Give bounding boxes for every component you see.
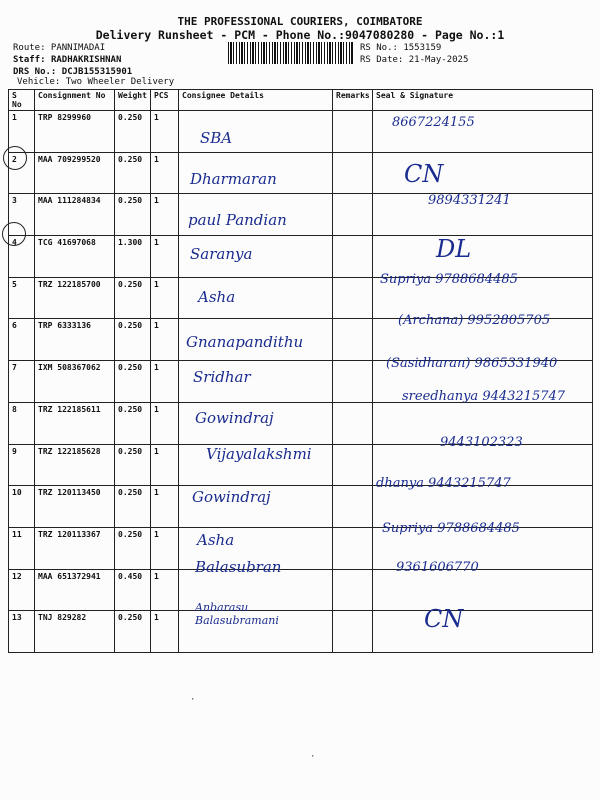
staff-line xyxy=(13,54,121,66)
remarks-cell xyxy=(333,277,373,319)
handwritten-consignee: Gowindraj xyxy=(195,408,274,427)
consignment-cell: MAA 111284834 xyxy=(35,194,115,236)
weight-cell: 0.250 xyxy=(115,111,151,153)
col-header-remarks: Remarks xyxy=(333,90,373,111)
sno-cell: 5 xyxy=(9,277,35,319)
weight-cell: 0.250 xyxy=(115,277,151,319)
handwritten-consignee: Dharmaran xyxy=(190,169,277,188)
pcs-cell: 1 xyxy=(151,569,179,611)
signature-cell xyxy=(373,569,593,611)
runsheet-subtitle: Delivery Runsheet - PCM - Phone No.:9047080280 - Page No.:1 xyxy=(95,28,505,42)
sno-cell: 2 xyxy=(9,152,35,194)
handwritten-signature: dhanya 9443215747 xyxy=(376,476,511,492)
consignment-cell: TRZ 120113367 xyxy=(35,527,115,569)
weight-cell: 0.250 xyxy=(115,361,151,403)
handwritten-consignee: Gowindraj xyxy=(192,488,271,507)
pcs-cell: 1 xyxy=(151,486,179,528)
sno-cell: 6 xyxy=(9,319,35,361)
weight-cell: 0.250 xyxy=(115,319,151,361)
table-row xyxy=(9,152,593,194)
consignment-cell: MAA 709299520 xyxy=(35,152,115,194)
table-row xyxy=(9,236,593,278)
pcs-cell: 1 xyxy=(151,277,179,319)
remarks-cell xyxy=(333,527,373,569)
consignment-cell: TRP 6333136 xyxy=(35,319,115,361)
stray-mark: · xyxy=(310,752,316,762)
weight-cell: 1.300 xyxy=(115,236,151,278)
weight-cell: 0.250 xyxy=(115,444,151,486)
col-header-consignee: Consignee Details xyxy=(179,90,333,111)
pcs-cell: 1 xyxy=(151,319,179,361)
sno-cell: 13 xyxy=(9,611,35,653)
remarks-cell xyxy=(333,361,373,403)
handwritten-signature: Supriya 9788684485 xyxy=(382,521,520,536)
signature-cell xyxy=(373,236,593,278)
consignment-cell: TCG 41697068 xyxy=(35,236,115,278)
pcs-cell: 1 xyxy=(151,194,179,236)
pcs-cell: 1 xyxy=(151,152,179,194)
remarks-cell xyxy=(333,111,373,153)
handwritten-signature: Supriya 9788684485 xyxy=(380,272,518,288)
pcs-cell: 1 xyxy=(151,527,179,569)
sno-cell: 11 xyxy=(9,527,35,569)
company-title: THE PROFESSIONAL COURIERS, COIMBATORE xyxy=(177,15,423,28)
remarks-cell xyxy=(333,611,373,653)
handwritten-consignee: Asha xyxy=(198,288,236,307)
consignment-cell: TRZ 122185700 xyxy=(35,277,115,319)
handwritten-consignee: Anbarasu Balasubramani xyxy=(195,600,279,627)
handwritten-signature: 9361606770 xyxy=(396,559,479,575)
signature-cell xyxy=(373,611,593,653)
drs-number: DCJB155315901 xyxy=(61,67,133,77)
handwritten-consignee: SBA xyxy=(200,129,233,147)
staff-name: RADHAKRISHNAN xyxy=(50,55,122,65)
remarks-cell xyxy=(333,444,373,486)
handwritten-signature: CN xyxy=(424,604,464,633)
remarks-cell xyxy=(333,152,373,194)
handwritten-signature: (Sasidharan) 9865331940 xyxy=(386,355,558,371)
stray-mark: · xyxy=(190,695,196,705)
consignment-cell: TRZ 120113450 xyxy=(35,486,115,528)
remarks-cell xyxy=(333,319,373,361)
vehicle-text: Vehicle: Two Wheeler Delivery xyxy=(17,77,175,87)
weight-cell: 0.250 xyxy=(115,152,151,194)
consignment-cell: TNJ 829282 xyxy=(35,611,115,653)
handwritten-signature: (Archana) 9952805705 xyxy=(398,313,551,328)
col-header-pcs: PCS xyxy=(151,90,179,111)
handwritten-consignee: Gnanapandithu xyxy=(186,333,304,351)
handwritten-signature: sreedhanya 9443215747 xyxy=(402,388,566,404)
sno-cell: 4 xyxy=(9,236,35,278)
weight-cell: 0.250 xyxy=(115,527,151,569)
pcs-cell: 1 xyxy=(151,444,179,486)
remarks-cell xyxy=(333,569,373,611)
pcs-cell: 1 xyxy=(151,111,179,153)
handwritten-consignee: paul Pandian xyxy=(188,210,287,229)
col-header-signature: Seal & Signature xyxy=(373,90,593,111)
handwritten-signature: 9443102323 xyxy=(440,435,523,451)
consignment-cell: MAA 651372941 xyxy=(35,569,115,611)
staff-label: Staff: xyxy=(13,55,46,65)
pcs-cell: 1 xyxy=(151,402,179,444)
consignment-cell: TRZ 122185611 xyxy=(35,402,115,444)
sno-cell: 1 xyxy=(9,111,35,153)
weight-cell: 0.250 xyxy=(115,402,151,444)
weight-cell: 0.450 xyxy=(115,569,151,611)
remarks-cell xyxy=(333,194,373,236)
weight-cell: 0.250 xyxy=(115,194,151,236)
col-header-consignment: Consignment No xyxy=(35,90,115,111)
handwritten-consignee: Balasubran xyxy=(195,557,282,576)
consignment-cell: IXM 508367062 xyxy=(35,361,115,403)
handwritten-consignee: Vijayalakshmi xyxy=(206,445,312,464)
handwritten-consignee: Saranya xyxy=(190,245,253,264)
weight-cell: 0.250 xyxy=(115,611,151,653)
col-header-weight: Weight xyxy=(115,90,151,111)
route-text: Route: PANNIMADAI xyxy=(13,43,106,53)
handwritten-signature: 8667224155 xyxy=(392,115,475,130)
handwritten-signature: 9894331241 xyxy=(428,192,511,208)
pcs-cell: 1 xyxy=(151,361,179,403)
pcs-cell: 1 xyxy=(151,611,179,653)
handwritten-signature: DL xyxy=(436,235,472,264)
consignment-cell: TRP 8299960 xyxy=(35,111,115,153)
consignment-cell: TRZ 122185628 xyxy=(35,444,115,486)
handwritten-consignee: Asha xyxy=(197,531,235,549)
handwritten-signature: CN xyxy=(404,159,444,188)
barcode xyxy=(228,42,354,64)
sno-cell: 3 xyxy=(9,194,35,236)
sno-cell: 7 xyxy=(9,361,35,403)
rs-number: RS No.: 1553159 xyxy=(360,43,442,53)
sno-cell: 8 xyxy=(9,402,35,444)
col-header-sno: S No xyxy=(9,90,35,111)
remarks-cell xyxy=(333,236,373,278)
table-header-row xyxy=(9,90,593,111)
sno-cell: 9 xyxy=(9,444,35,486)
sno-cell: 12 xyxy=(9,569,35,611)
remarks-cell xyxy=(333,486,373,528)
handwritten-consignee: Sridhar xyxy=(193,367,251,386)
weight-cell: 0.250 xyxy=(115,486,151,528)
drs-label: DRS No.: xyxy=(13,67,57,77)
pcs-cell: 1 xyxy=(151,236,179,278)
rs-date: RS Date: 21-May-2025 xyxy=(360,55,469,65)
sno-cell: 10 xyxy=(9,486,35,528)
remarks-cell xyxy=(333,402,373,444)
